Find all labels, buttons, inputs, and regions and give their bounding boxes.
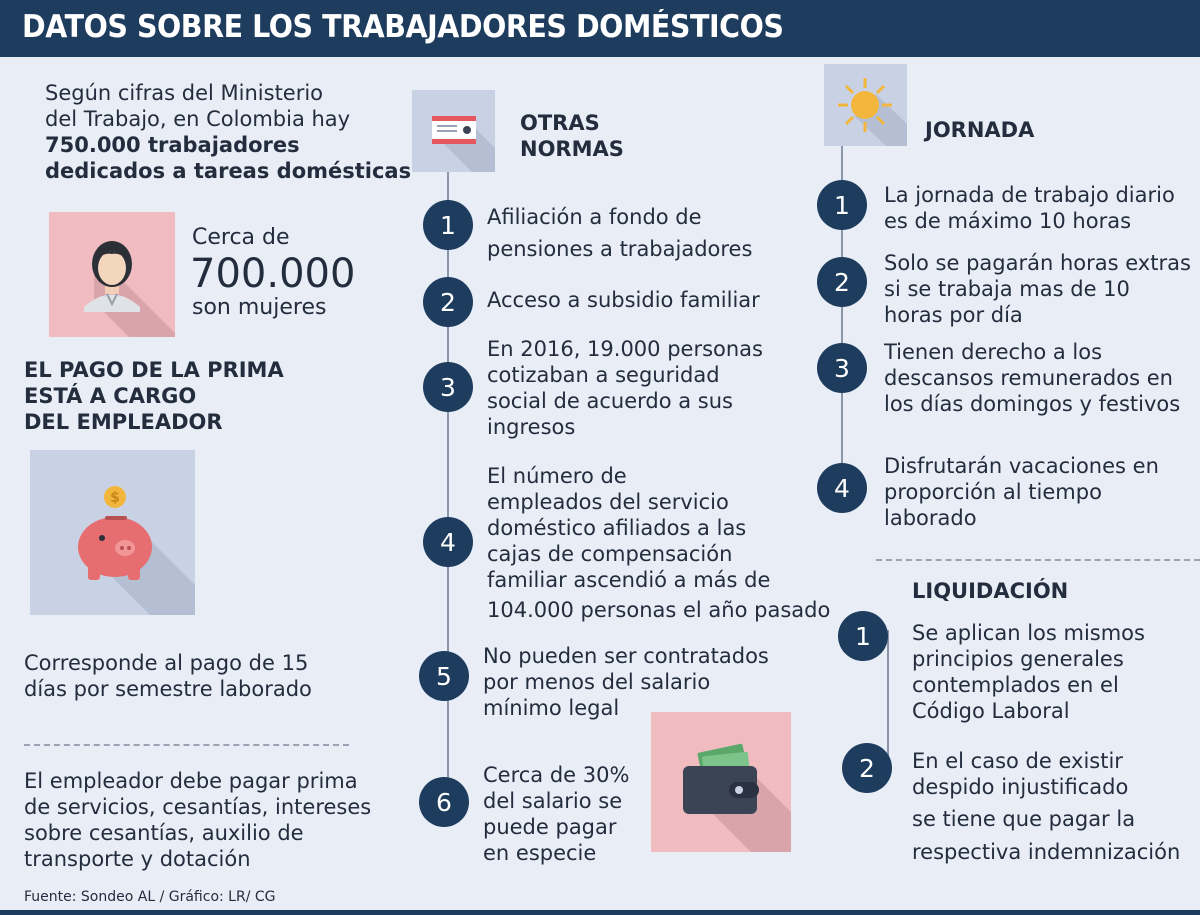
otras-number-3: 3	[423, 362, 473, 412]
otras-item-1-line-1: Afiliación a fondo de	[487, 205, 702, 229]
otras-item-4-line-5: familiar ascendió a más de	[487, 568, 771, 592]
liquidacion-item-1-line-2: principios generales	[912, 647, 1124, 671]
women-prefix: Cerca de	[192, 225, 290, 250]
jornada-item-4-line-3: laborado	[884, 506, 977, 530]
wallet-tile	[651, 712, 791, 852]
otras-item-4-line-6: 104.000 personas el año pasado	[487, 598, 831, 622]
jornada-item-1-line-2: es de máximo 10 horas	[884, 209, 1132, 233]
otras-item-4-line-2: empleados del servicio	[487, 490, 729, 514]
intro-bold-line-2: dedicados a tareas domésticas	[45, 159, 412, 183]
otras-item-3-line-2: cotizaban a seguridad	[487, 363, 720, 387]
card-tile	[412, 90, 495, 172]
jornada-item-3-line-1: Tienen derecho a los	[884, 340, 1103, 364]
source-credit: Fuente: Sondeo AL / Gráfico: LR/ CG	[24, 889, 276, 905]
otras-item-3-line-4: ingresos	[487, 415, 576, 439]
intro-bold-line-1: 750.000 trabajadores	[45, 133, 300, 157]
liquidacion-item-2-line-1: En el caso de existir	[912, 749, 1123, 773]
piggy-tile	[30, 450, 195, 615]
otras-item-5-line-2: por menos del salario	[483, 670, 711, 694]
woman-avatar-icon	[49, 212, 175, 337]
right-divider	[876, 559, 1200, 561]
jornada-number-4: 4	[817, 463, 867, 513]
liquidacion-item-1-line-3: contemplados en el	[912, 673, 1119, 697]
otras-item-2-line-1: Acceso a subsidio familiar	[487, 288, 760, 312]
women-number: 700.000	[190, 251, 356, 297]
intro-line-1: Según cifras del Ministerio	[45, 81, 324, 105]
intro-line-2: del Trabajo, en Colombia hay	[45, 107, 351, 131]
jornada-item-4-line-1: Disfrutarán vacaciones en	[884, 454, 1159, 478]
otras-item-3-line-3: social de acuerdo a sus	[487, 389, 733, 413]
otras-item-6-line-1: Cerca de 30%	[483, 763, 630, 787]
liquidacion-number-1: 1	[838, 611, 888, 661]
women-suffix: son mujeres	[192, 295, 327, 320]
employer-line-4: transporte y dotación	[24, 847, 251, 871]
jornada-item-2-line-2: si se trabaja mas de 10	[884, 277, 1130, 301]
id-card-icon	[412, 90, 495, 172]
prima-note-line-2: días por semestre laborado	[24, 677, 312, 701]
jornada-number-2: 2	[817, 257, 867, 307]
jornada-number-1: 1	[817, 180, 867, 230]
otras-number-4: 4	[423, 517, 473, 567]
svg-text:$: $	[110, 490, 120, 506]
liquidacion-item-2-line-3: se tiene que pagar la	[912, 807, 1136, 831]
otras-item-3-line-1: En 2016, 19.000 personas	[487, 337, 763, 361]
otras-number-6: 6	[419, 777, 469, 827]
sun-tile	[824, 64, 907, 146]
jornada-item-4-line-2: proporción al tiempo	[884, 480, 1102, 504]
jornada-item-2-line-3: horas por día	[884, 303, 1023, 327]
otras-item-5-line-3: mínimo legal	[483, 696, 620, 720]
jornada-item-1-line-1: La jornada de trabajo diario	[884, 183, 1175, 207]
otras-item-4-line-4: cajas de compensación	[487, 542, 733, 566]
prima-heading-line-1: EL PAGO DE LA PRIMA	[24, 358, 284, 382]
otras-item-6-line-2: del salario se	[483, 789, 623, 813]
liquidacion-item-1-line-1: Se aplican los mismos	[912, 621, 1145, 645]
liquidacion-number-2: 2	[842, 743, 892, 793]
liquidacion-item-1-line-4: Código Laboral	[912, 699, 1070, 723]
jornada-item-2-line-1: Solo se pagarán horas extras	[884, 251, 1191, 275]
otras-item-4-line-1: El número de	[487, 464, 627, 488]
jornada-number-3: 3	[817, 343, 867, 393]
liquidacion-item-2-line-2: despido injustificado	[912, 775, 1129, 799]
bottom-bar	[0, 910, 1200, 915]
liquidacion-timeline	[887, 630, 889, 770]
jornada-heading: JORNADA	[925, 118, 1035, 142]
jornada-item-3-line-3: los días domingos y festivos	[884, 392, 1181, 416]
employer-line-3: sobre cesantías, auxilio de	[24, 821, 304, 845]
otras-item-6-line-4: en especie	[483, 841, 597, 865]
sun-icon	[824, 64, 907, 146]
otras-heading-line-1: OTRAS	[520, 111, 600, 135]
header-bar	[0, 0, 1200, 57]
left-divider	[24, 744, 349, 746]
woman-tile	[49, 212, 175, 337]
otras-item-4-line-3: doméstico afiliados a las	[487, 516, 747, 540]
page-title: DATOS SOBRE LOS TRABAJADORES DOMÉSTICOS	[22, 9, 784, 45]
jornada-item-3-line-2: descansos remunerados en	[884, 366, 1173, 390]
employer-line-2: de servicios, cesantías, intereses	[24, 795, 372, 819]
wallet-icon	[651, 712, 791, 852]
otras-heading-line-2: NORMAS	[520, 137, 624, 161]
prima-note-line-1: Corresponde al pago de 15	[24, 651, 309, 675]
otras-item-6-line-3: puede pagar	[483, 815, 617, 839]
liquidacion-heading: LIQUIDACIÓN	[912, 579, 1069, 603]
prima-heading-line-2: ESTÁ A CARGO	[24, 384, 197, 408]
employer-line-1: El empleador debe pagar prima	[24, 769, 358, 793]
piggy-bank-icon	[30, 450, 195, 615]
liquidacion-item-2-line-4: respectiva indemnización	[912, 840, 1181, 864]
otras-number-1: 1	[423, 200, 473, 250]
prima-heading-line-3: DEL EMPLEADOR	[24, 410, 223, 434]
otras-item-1-line-2: pensiones a trabajadores	[487, 237, 753, 261]
otras-number-5: 5	[419, 651, 469, 701]
otras-number-2: 2	[423, 277, 473, 327]
otras-item-5-line-1: No pueden ser contratados	[483, 644, 769, 668]
otras-timeline	[447, 172, 449, 812]
